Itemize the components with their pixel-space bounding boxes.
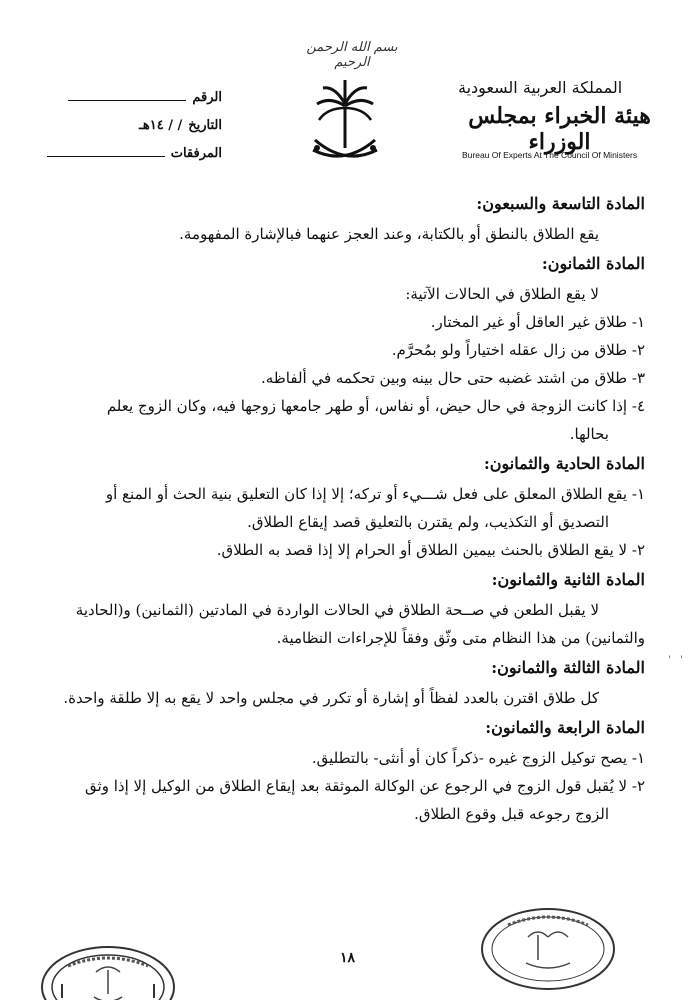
document-body <box>30 188 645 828</box>
article-82-title: المادة الثانية والثمانون: <box>491 570 645 589</box>
ref-number-line <box>68 99 186 101</box>
article-81-item-2: ٢- لا يقع الطلاق بالحنث بيمين الطلاق أو الحرام إلا إذا قصد به الطلاق. <box>216 541 645 559</box>
org-name-arabic: المملكة العربية السعودية <box>458 78 623 97</box>
attachments-line <box>47 155 165 157</box>
ref-number-row <box>68 90 222 105</box>
article-81-title: المادة الحادية والثمانون: <box>483 454 645 473</box>
article-80-item-4: ٤- إذا كانت الزوجة في حال حيض، أو نفاس، أو طهر جامعها زوجها فيه، وكان الزوج يعلم <box>106 397 645 415</box>
article-81-item-1: ١- يقع الطلاق المعلق على فعل شـــيء أو تركه؛ إلا إذا كان التعليق بنية الحث أو المنع أو <box>105 485 645 503</box>
article-84-title: المادة الرابعة والثمانون: <box>485 718 645 737</box>
article-83-text: كل طلاق اقترن بالعدد لفظاً أو إشارة أو تكرر في مجلس واحد لا يقع به إلا طلقة واحدة. <box>63 689 599 707</box>
article-80-item-3: ٣- طلاق من اشتد غضبه حتى حال بينه وبين تحكمه في ألفاظه. <box>261 369 645 387</box>
article-80-intro: لا يقع الطلاق في الحالات الآتية: <box>405 285 599 303</box>
article-79-text: يقع الطلاق بالنطق أو بالكتابة، وعند العجز عنهما فبالإشارة المفهومة. <box>179 225 599 243</box>
page-number: ١٨ <box>340 950 356 966</box>
article-80-item-4-cont: بحالها. <box>569 425 609 443</box>
official-seal-stamp-right-icon <box>478 905 618 993</box>
date-value: / / ١٤هـ <box>139 118 183 133</box>
article-83-title: المادة الثالثة والثمانون: <box>491 658 645 677</box>
palm-swords-emblem-icon <box>305 78 385 168</box>
attachments-label: المرفقات <box>170 146 222 161</box>
official-seal-stamp-left-icon <box>38 942 178 1000</box>
article-82-text-2: والثمانين) من هذا النظام متى وثّق وفقاً للإجراءات النظامية. <box>276 629 645 647</box>
article-84-item-1: ١- يصح توكيل الزوج غيره -ذكراً كان أو أنثى- بالتطليق. <box>311 749 645 767</box>
article-80-item-1: ١- طلاق غير العاقل أو غير المختار. <box>430 313 645 331</box>
article-79-title: المادة التاسعة والسبعون: <box>476 194 645 213</box>
article-81-item-1-cont: التصديق أو التكذيب، ولم يقترن بالتعليق قصد إيقاع الطلاق. <box>247 513 609 531</box>
bureau-name-english: Bureau Of Experts At The Council Of Ministers <box>462 150 638 160</box>
article-80-item-2: ٢- طلاق من زال عقله اختياراً ولو بمُحرَّم. <box>391 341 645 359</box>
ref-number-label: الرقم <box>192 90 222 105</box>
article-82-text-1: لا يقبل الطعن في صــحة الطلاق في الحالات الواردة في المادتين (الثمانين) و(الحادية <box>75 601 599 619</box>
basmala: بسم الله الرحمن الرحيم <box>306 40 398 70</box>
attachments-row <box>47 146 222 161</box>
bureau-name-arabic: هيئة الخبراء بمجلس الوزراء <box>468 103 651 155</box>
date-label: التاريخ <box>188 118 222 133</box>
date-row <box>139 118 222 133</box>
article-80-title: المادة الثمانون: <box>541 254 645 273</box>
margin-mark: ' ' <box>668 655 684 666</box>
article-84-item-2: ٢- لا يُقبل قول الزوج في الرجوع عن الوكالة الموثقة بعد إيقاع الطلاق من الوكيل إلا إذا وثق <box>85 777 645 795</box>
article-84-item-2-cont: الزوج رجوعه قبل وقوع الطلاق. <box>414 805 609 823</box>
